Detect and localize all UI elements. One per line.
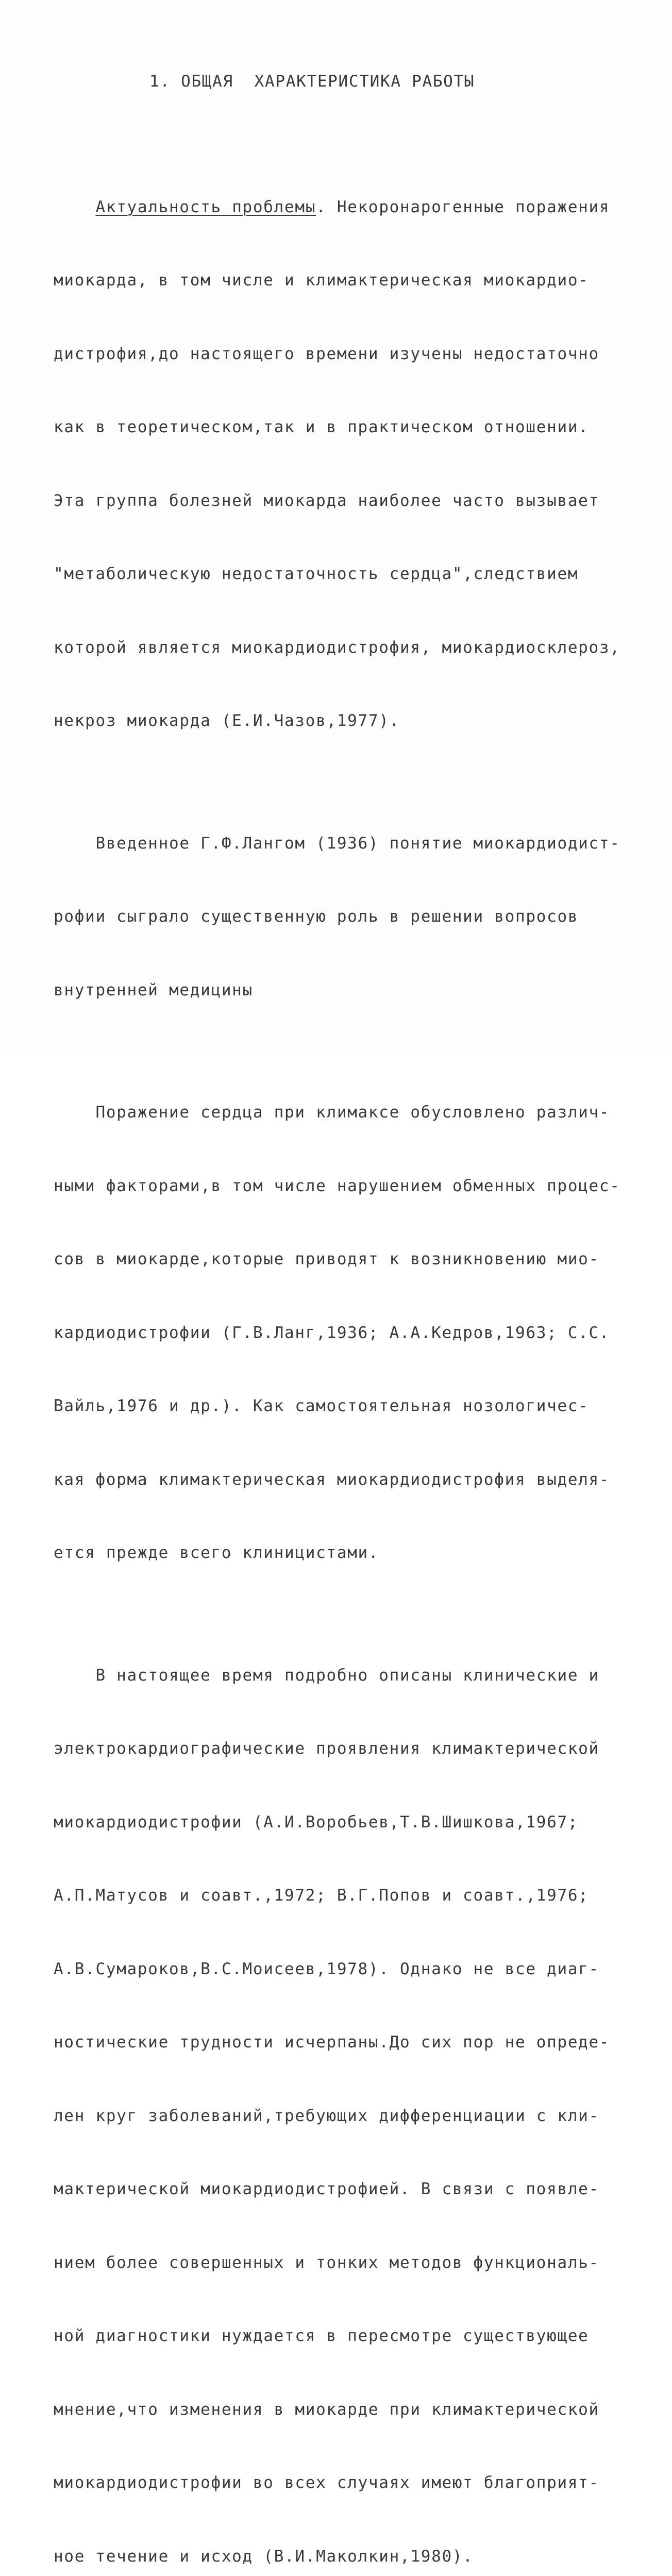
text-line: Введенное Г.Ф.Лангом (1936) понятие миокардиодист- [54,834,620,853]
subsection-title: Актуальность проблемы [95,197,316,216]
text-line: сов в миокарде,которые приводят к возникновению мио- [54,1250,599,1268]
text-line: нием более совершенных и тонких методов функциональ- [54,2253,599,2272]
text-line: А.П.Матусов и соавт.,1972; В.Г.Попов и соавт.,1976; [54,1886,589,1905]
text-line: некроз миокарда (Е.И.Чазов,1977). [54,711,400,730]
text-line: ными факторами,в том числе нарушением обменных процес- [54,1176,620,1195]
text-line: лен круг заболеваний,требующих дифференциации с кли- [54,2106,599,2125]
text-line: Эта группа болезней миокарда наиболее часто вызывает [54,491,599,510]
text-line: кая форма климактерическая миокардиодистрофия выделя- [54,1470,610,1489]
text-line: мактерической миокардиодистрофией. В связи с появле- [54,2180,599,2198]
text-line: мнение,что изменения в миокарде при климактерической [54,2400,599,2419]
text-line: ной диагностики нуждается в пересмотре существующее [54,2327,589,2345]
text-line: миокарда, в том числе и климактерическая миокардио- [54,271,589,290]
text-line: как в теоретическом,так и в практическом отношении. [54,418,589,436]
text-line: ное течение и исход (В.И.Маколкин,1980). [54,2547,474,2566]
text-line: ностические трудности исчерпаны.До сих пор не опреде- [54,2033,610,2052]
text-line: "метаболическую недостаточность сердца",следствием [54,565,579,583]
text-line: кардиодистрофии (Г.В.Ланг,1936; А.А.Кедров,1963; С.С. [54,1323,610,1342]
text-line: ется прежде всего клиницистами. [54,1544,379,1562]
text-line: В настоящее время подробно описаны клинические и [54,1666,599,1685]
typewritten-text [54,21,631,2576]
text-line: внутренней медицины [54,980,253,999]
text-line: А.В.Сумароков,В.С.Моисеев,1978). Однако не все диаг- [54,1959,599,1978]
text-line: Вайль,1976 и др.). Как самостоятельная нозологичес- [54,1397,589,1415]
text-line: миокардиодистрофии во всех случаях имеют благоприят- [54,2473,599,2492]
text-line: дистрофия,до настоящего времени изучены недостаточно [54,344,599,363]
text-line: Поражение сердца при климаксе обусловлено различ- [54,1103,610,1122]
text-line: Актуальность проблемы. Некоронарогенные поражения [95,197,610,216]
text-line: электрокардиографические проявления климактерической [54,1739,599,1758]
text-line: миокардиодистрофии (А.И.Воробьев,Т.В.Шишкова,1967; [54,1812,579,1832]
text-line: рофии сыграло существенную роль в решении вопросов [54,907,579,926]
text-line: которой является миокардиодистрофия, миокардиосклероз, [54,638,620,657]
section-heading: 1. ОБЩАЯ ХАРАКТЕРИСТИКА РАБОТЫ [149,72,475,91]
